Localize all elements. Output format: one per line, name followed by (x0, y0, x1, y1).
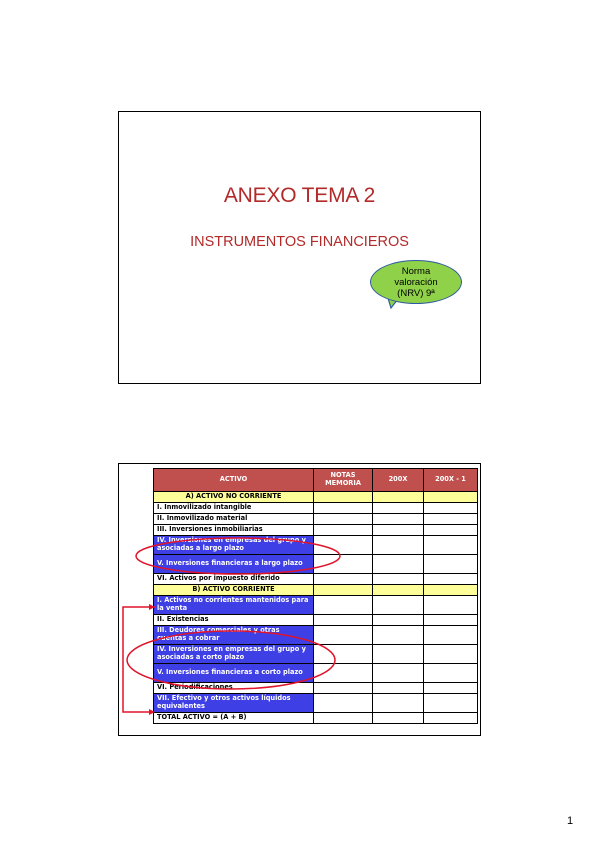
table-row (154, 503, 478, 514)
slide-2 (118, 463, 481, 736)
section-b-label: B) ACTIVO CORRIENTE (154, 585, 314, 596)
section-b-cell (314, 585, 373, 596)
table-header-row (154, 469, 478, 492)
value-cell (373, 555, 424, 574)
row-label: I. Inmovilizado intangible (154, 503, 314, 514)
row-label: VI. Activos por impuesto diferido (154, 574, 314, 585)
value-cell (424, 536, 478, 555)
header-activo: ACTIVO (154, 469, 314, 492)
row-label: V. Inversiones financieras a largo plazo (154, 555, 314, 574)
header-200x-1: 200X - 1 (424, 469, 478, 492)
norma-callout-bubble (370, 260, 462, 304)
value-cell (424, 514, 478, 525)
table-row (154, 683, 478, 694)
value-cell (424, 694, 478, 713)
total-cell (424, 713, 478, 724)
table-row (154, 525, 478, 536)
balance-sheet-table (153, 468, 478, 724)
value-cell (314, 615, 373, 626)
row-label: III. Deudores comerciales y otras cuentas a cobrar (154, 626, 314, 645)
table-row (154, 536, 478, 555)
section-b-body (154, 585, 478, 713)
value-cell (373, 626, 424, 645)
value-cell (314, 683, 373, 694)
total-row (154, 713, 478, 724)
value-cell (424, 503, 478, 514)
bracket-arrow-path (123, 607, 155, 712)
value-cell (314, 626, 373, 645)
row-label: I. Activos no corrientes mantenidos para la venta (154, 596, 314, 615)
value-cell (424, 683, 478, 694)
value-cell (373, 514, 424, 525)
slide-title: ANEXO TEMA 2 (223, 184, 376, 207)
table-row (154, 615, 478, 626)
row-label: VI. Periodificaciones (154, 683, 314, 694)
value-cell (314, 694, 373, 713)
value-cell (373, 536, 424, 555)
row-label: II. Inmovilizado material (154, 514, 314, 525)
header-notas-memoria: NOTAS MEMORIA (314, 469, 373, 492)
row-label: IV. Inversiones en empresas del grupo y asociadas a corto plazo (154, 645, 314, 664)
section-b-cell (424, 585, 478, 596)
value-cell (314, 503, 373, 514)
section-row-a (154, 492, 478, 503)
page-number: 1 (567, 815, 574, 827)
value-cell (373, 683, 424, 694)
value-cell (424, 615, 478, 626)
value-cell (373, 615, 424, 626)
row-label: IV. Inversiones en empresas del grupo y asociadas a largo plazo (154, 536, 314, 555)
value-cell (314, 514, 373, 525)
total-cell (373, 713, 424, 724)
value-cell (373, 574, 424, 585)
row-label: II. Existencias (154, 615, 314, 626)
table-row (154, 555, 478, 574)
value-cell (373, 664, 424, 683)
table-row (154, 694, 478, 713)
value-cell (373, 645, 424, 664)
row-label: III. Inversiones inmobiliarias (154, 525, 314, 536)
value-cell (424, 574, 478, 585)
value-cell (314, 574, 373, 585)
value-cell (424, 645, 478, 664)
value-cell (314, 664, 373, 683)
value-cell (424, 664, 478, 683)
section-a-body (154, 492, 478, 585)
table-row (154, 514, 478, 525)
table-row (154, 596, 478, 615)
row-label: V. Inversiones financieras a corto plazo (154, 664, 314, 683)
value-cell (373, 596, 424, 615)
value-cell (314, 525, 373, 536)
section-row-b (154, 585, 478, 596)
table-row (154, 574, 478, 585)
section-a-cell (373, 492, 424, 503)
value-cell (424, 555, 478, 574)
table-row (154, 626, 478, 645)
value-cell (424, 626, 478, 645)
value-cell (314, 645, 373, 664)
header-200x: 200X (373, 469, 424, 492)
slide-1 (118, 111, 481, 384)
section-a-cell (424, 492, 478, 503)
value-cell (373, 525, 424, 536)
value-cell (314, 536, 373, 555)
section-b-cell (373, 585, 424, 596)
value-cell (424, 596, 478, 615)
section-a-label: A) ACTIVO NO CORRIENTE (154, 492, 314, 503)
value-cell (314, 555, 373, 574)
slide-subtitle: INSTRUMENTOS FINANCIEROS (190, 234, 409, 250)
value-cell (314, 596, 373, 615)
total-cell (314, 713, 373, 724)
row-label: VII. Efectivo y otros activos líquidos equivalentes (154, 694, 314, 713)
total-label: TOTAL ACTIVO = (A + B) (154, 713, 314, 724)
value-cell (424, 525, 478, 536)
value-cell (373, 503, 424, 514)
table-row (154, 645, 478, 664)
value-cell (373, 694, 424, 713)
section-a-cell (314, 492, 373, 503)
table-row (154, 664, 478, 683)
callout-text: Norma valoración (NRV) 9ª (394, 265, 438, 299)
